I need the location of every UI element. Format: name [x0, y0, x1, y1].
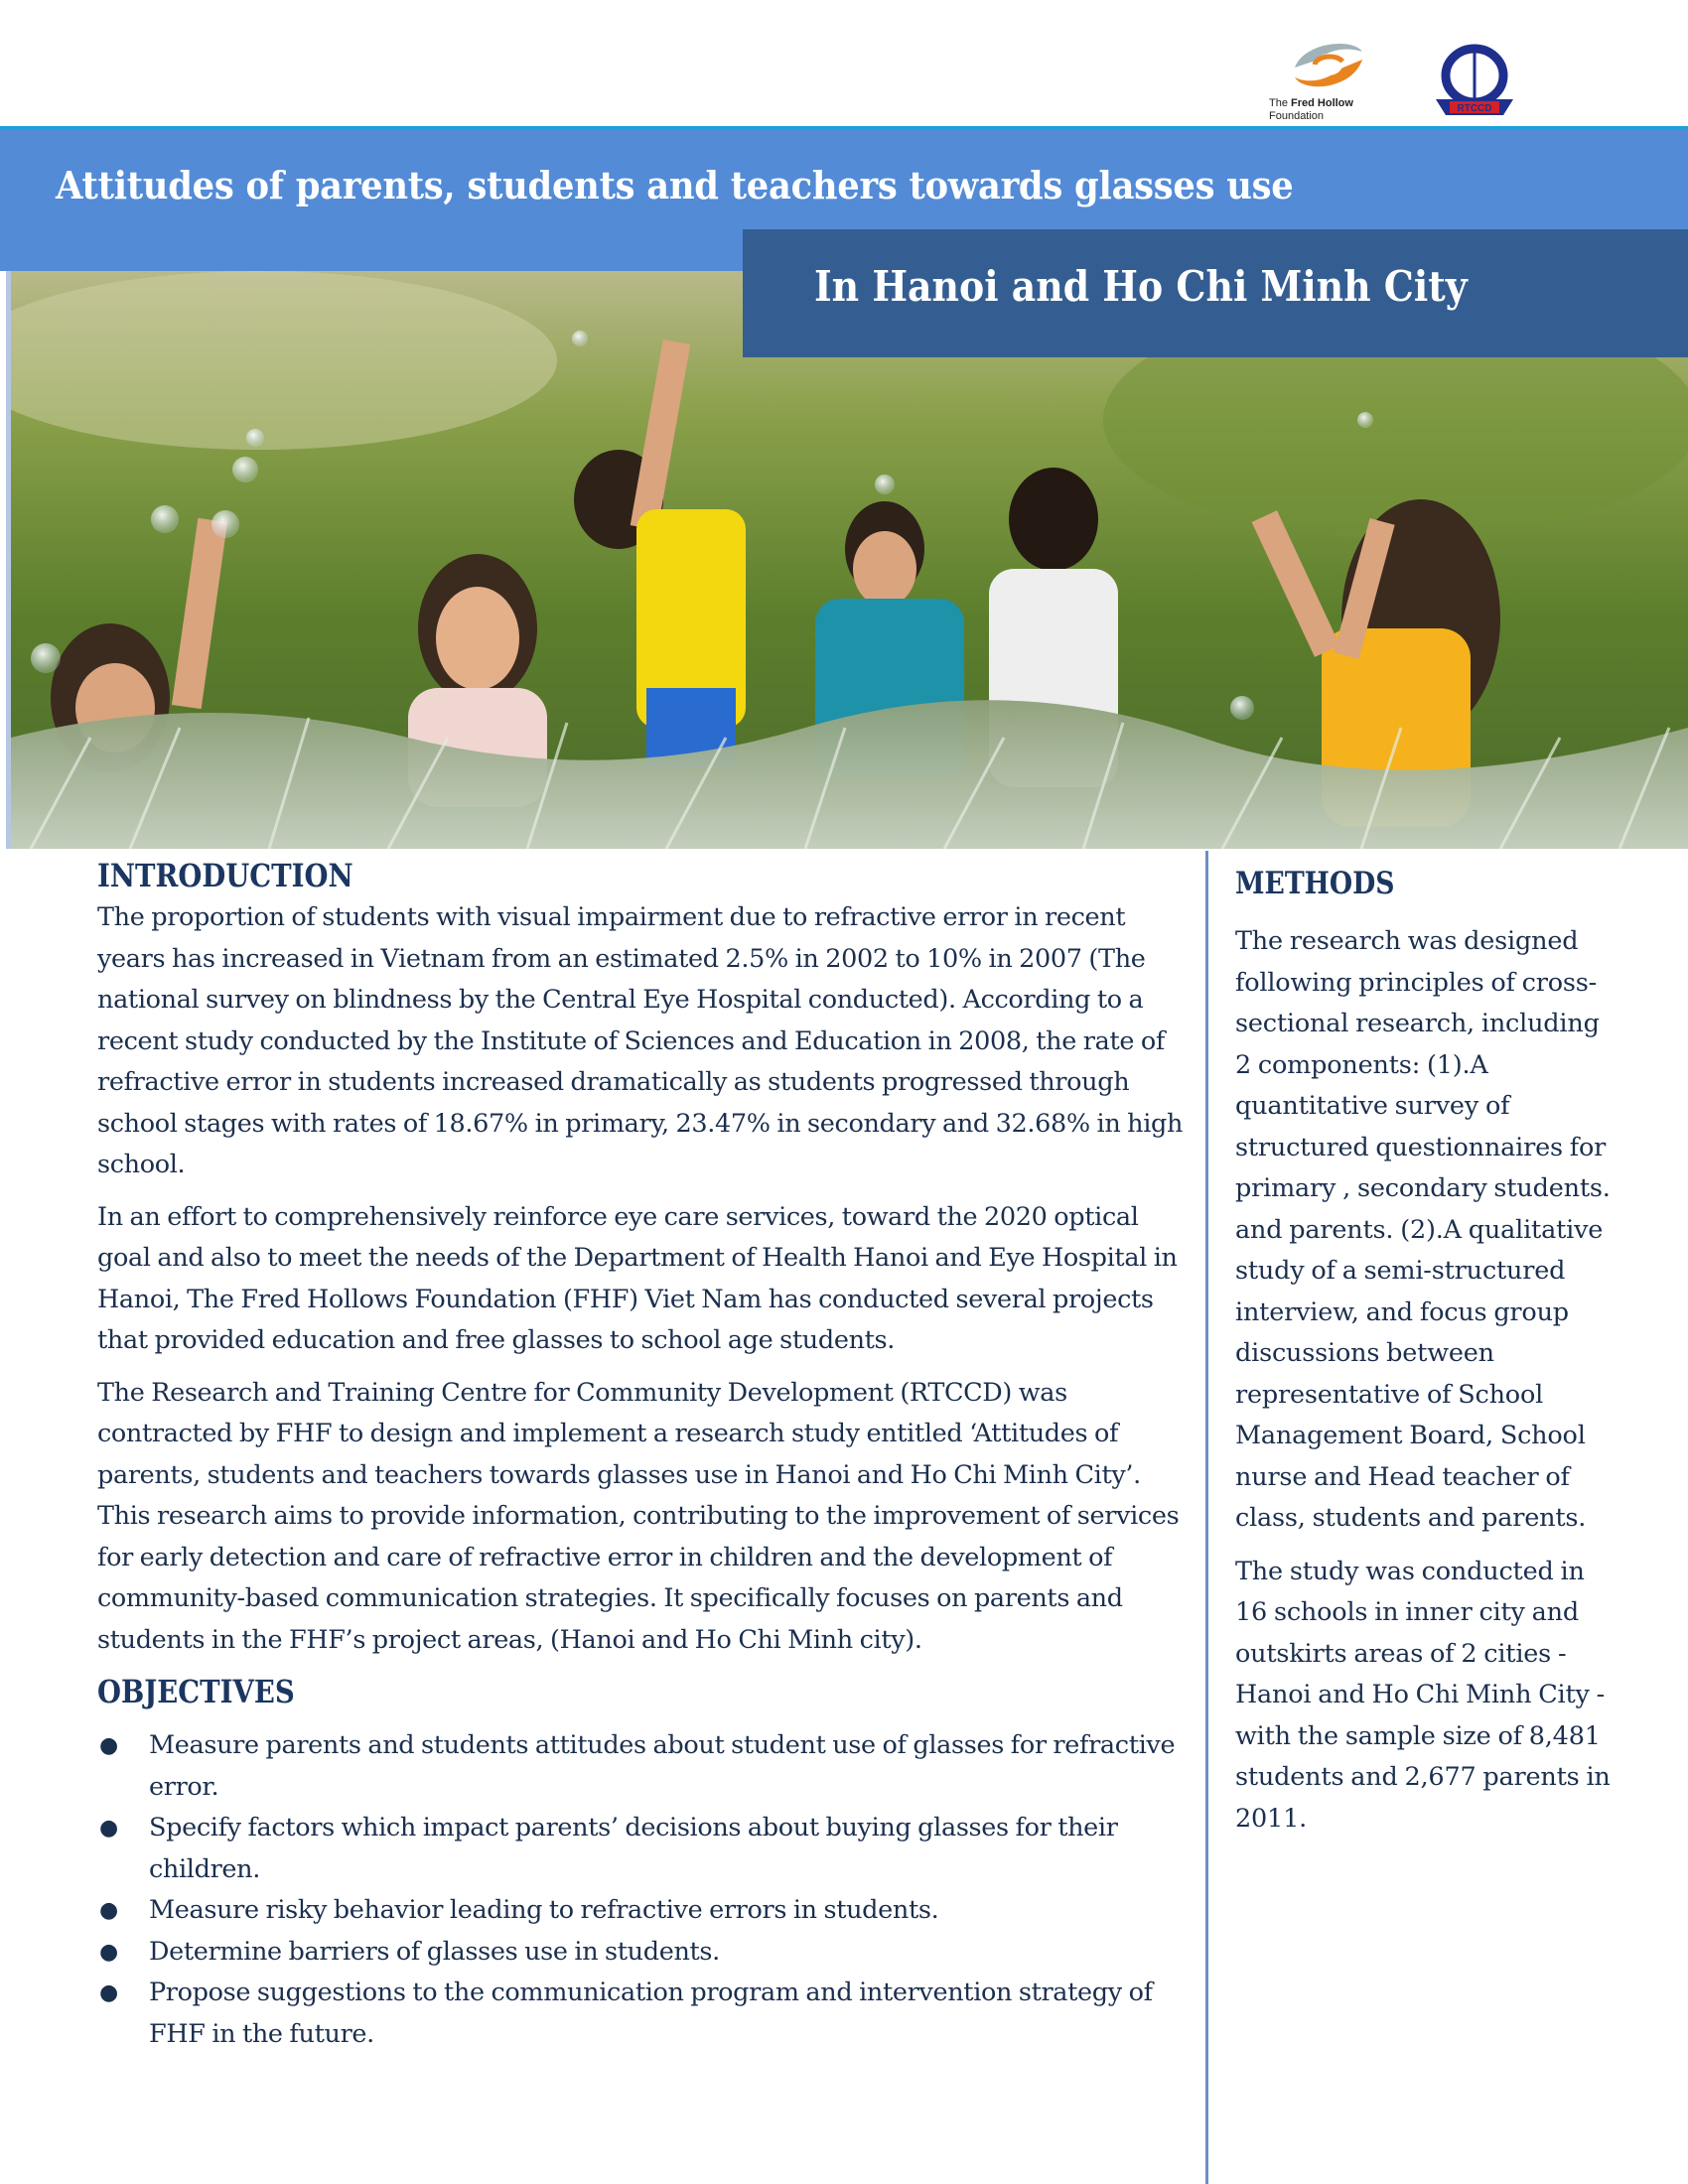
- objective-item: [97, 1932, 1201, 1974]
- objective-text: Measure parents and students attitudes about student use of glasses for refractive error.: [149, 1730, 1176, 1802]
- subtitle-banner: [743, 229, 1688, 357]
- bullet-icon: ●: [99, 1939, 118, 1965]
- introduction-heading: INTRODUCTION: [97, 857, 353, 894]
- bullet-icon: ●: [99, 1980, 118, 2005]
- page-subtitle: In Hanoi and Ho Chi Minh City: [814, 262, 1468, 311]
- objectives-section: [97, 1672, 1190, 2055]
- logo-text-bold: Fred Hollow: [1291, 97, 1353, 109]
- bullet-icon: ●: [99, 1816, 118, 1841]
- objective-item: [97, 1808, 1201, 1890]
- main-column: [97, 856, 1190, 2055]
- objectives-list: [97, 1725, 1190, 2055]
- introduction-paragraph: In an effort to comprehensively reinforce eye care services, toward the 2020 optical goal and also to meet the needs of the Department of Health Hanoi and Eye Hospital in Hanoi, The Fred Hollows Foundation (FHF) Viet Nam has conducted several projects that provided education and free glasses to school age students.: [97, 1201, 1178, 1355]
- hero-photo: [6, 271, 1688, 849]
- objective-item: [97, 1890, 1201, 1932]
- bullet-icon: ●: [99, 1733, 118, 1758]
- methods-paragraph: The study was conducted in 16 schools in inner city and outskirts areas of 2 cities - Hanoi and Ho Chi Minh City -with the sample size of 8,481 students and 2,677 parents in 2011.: [1235, 1556, 1611, 1834]
- objective-item: [97, 1725, 1201, 1808]
- column-divider: [1205, 851, 1208, 2184]
- logo-text-foundation: Foundation: [1269, 110, 1325, 122]
- side-column: [1235, 864, 1613, 1851]
- logo-text: The: [1269, 97, 1292, 109]
- introduction-paragraph: The proportion of students with visual impairment due to refractive error in recent years has increased in Vietnam from an estimated 2.5% in 2002 to 10% in 2007 (The national survey on blindness by the Central Eye Hospital conducted). According to a recent study conducted by the Institute of Sciences and Education in 2008, the rate of refractive error in students increased dramatically as students progressed through school stages with rates of 18.67% in primary, 23.47% in secondary and 32.68% in high school.: [97, 902, 1184, 1179]
- objective-text: Propose suggestions to the communication program and intervention strategy of FHF in the future.: [149, 1978, 1153, 2049]
- methods-heading: METHODS: [1235, 866, 1395, 901]
- rtccd-logo: [1430, 44, 1519, 121]
- children-playing-with-bubbles-photo: [11, 271, 1688, 849]
- methods-paragraph: The research was designed following principles of cross-sectional research, including 2 components: (1).A quantitative survey of structured questionnaires for primary , secondary students. and parents. (2).A qualitative study of a semi-structured interview, and focus group discussions between representative of School Management Board, School nurse and Head teacher of class, students and parents.: [1235, 926, 1611, 1533]
- objectives-heading: OBJECTIVES: [97, 1673, 295, 1710]
- bullet-icon: ●: [99, 1898, 118, 1923]
- page-title: Attitudes of parents, students and teachers towards glasses use: [56, 163, 1294, 207]
- svg-text:RTCCD: RTCCD: [1457, 103, 1492, 114]
- introduction-paragraph: The Research and Training Centre for Community Development (RTCCD) was contracted by FHF to design and implement a research study entitled ‘Attitudes of parents, students and teachers towards glasses use in Hanoi and Ho Chi Minh City’. This research aims to provide information, contributing to the improvement of services for early detection and care of refractive error in children and the development of community-based communication strategies. It specifically focuses on parents and students in the FHF’s project areas, (Hanoi and Ho Chi Minh city).: [97, 1377, 1180, 1655]
- objective-text: Specify factors which impact parents’ decisions about buying glasses for their children.: [149, 1813, 1118, 1884]
- objective-text: Measure risky behavior leading to refractive errors in students.: [149, 1895, 939, 1925]
- objective-text: Determine barriers of glasses use in students.: [149, 1936, 720, 1967]
- introduction-section: [97, 856, 1190, 1661]
- objective-item: [97, 1973, 1201, 2055]
- fred-hollows-foundation-logo: [1267, 38, 1386, 129]
- fhf-eye-icon: [1291, 38, 1366, 93]
